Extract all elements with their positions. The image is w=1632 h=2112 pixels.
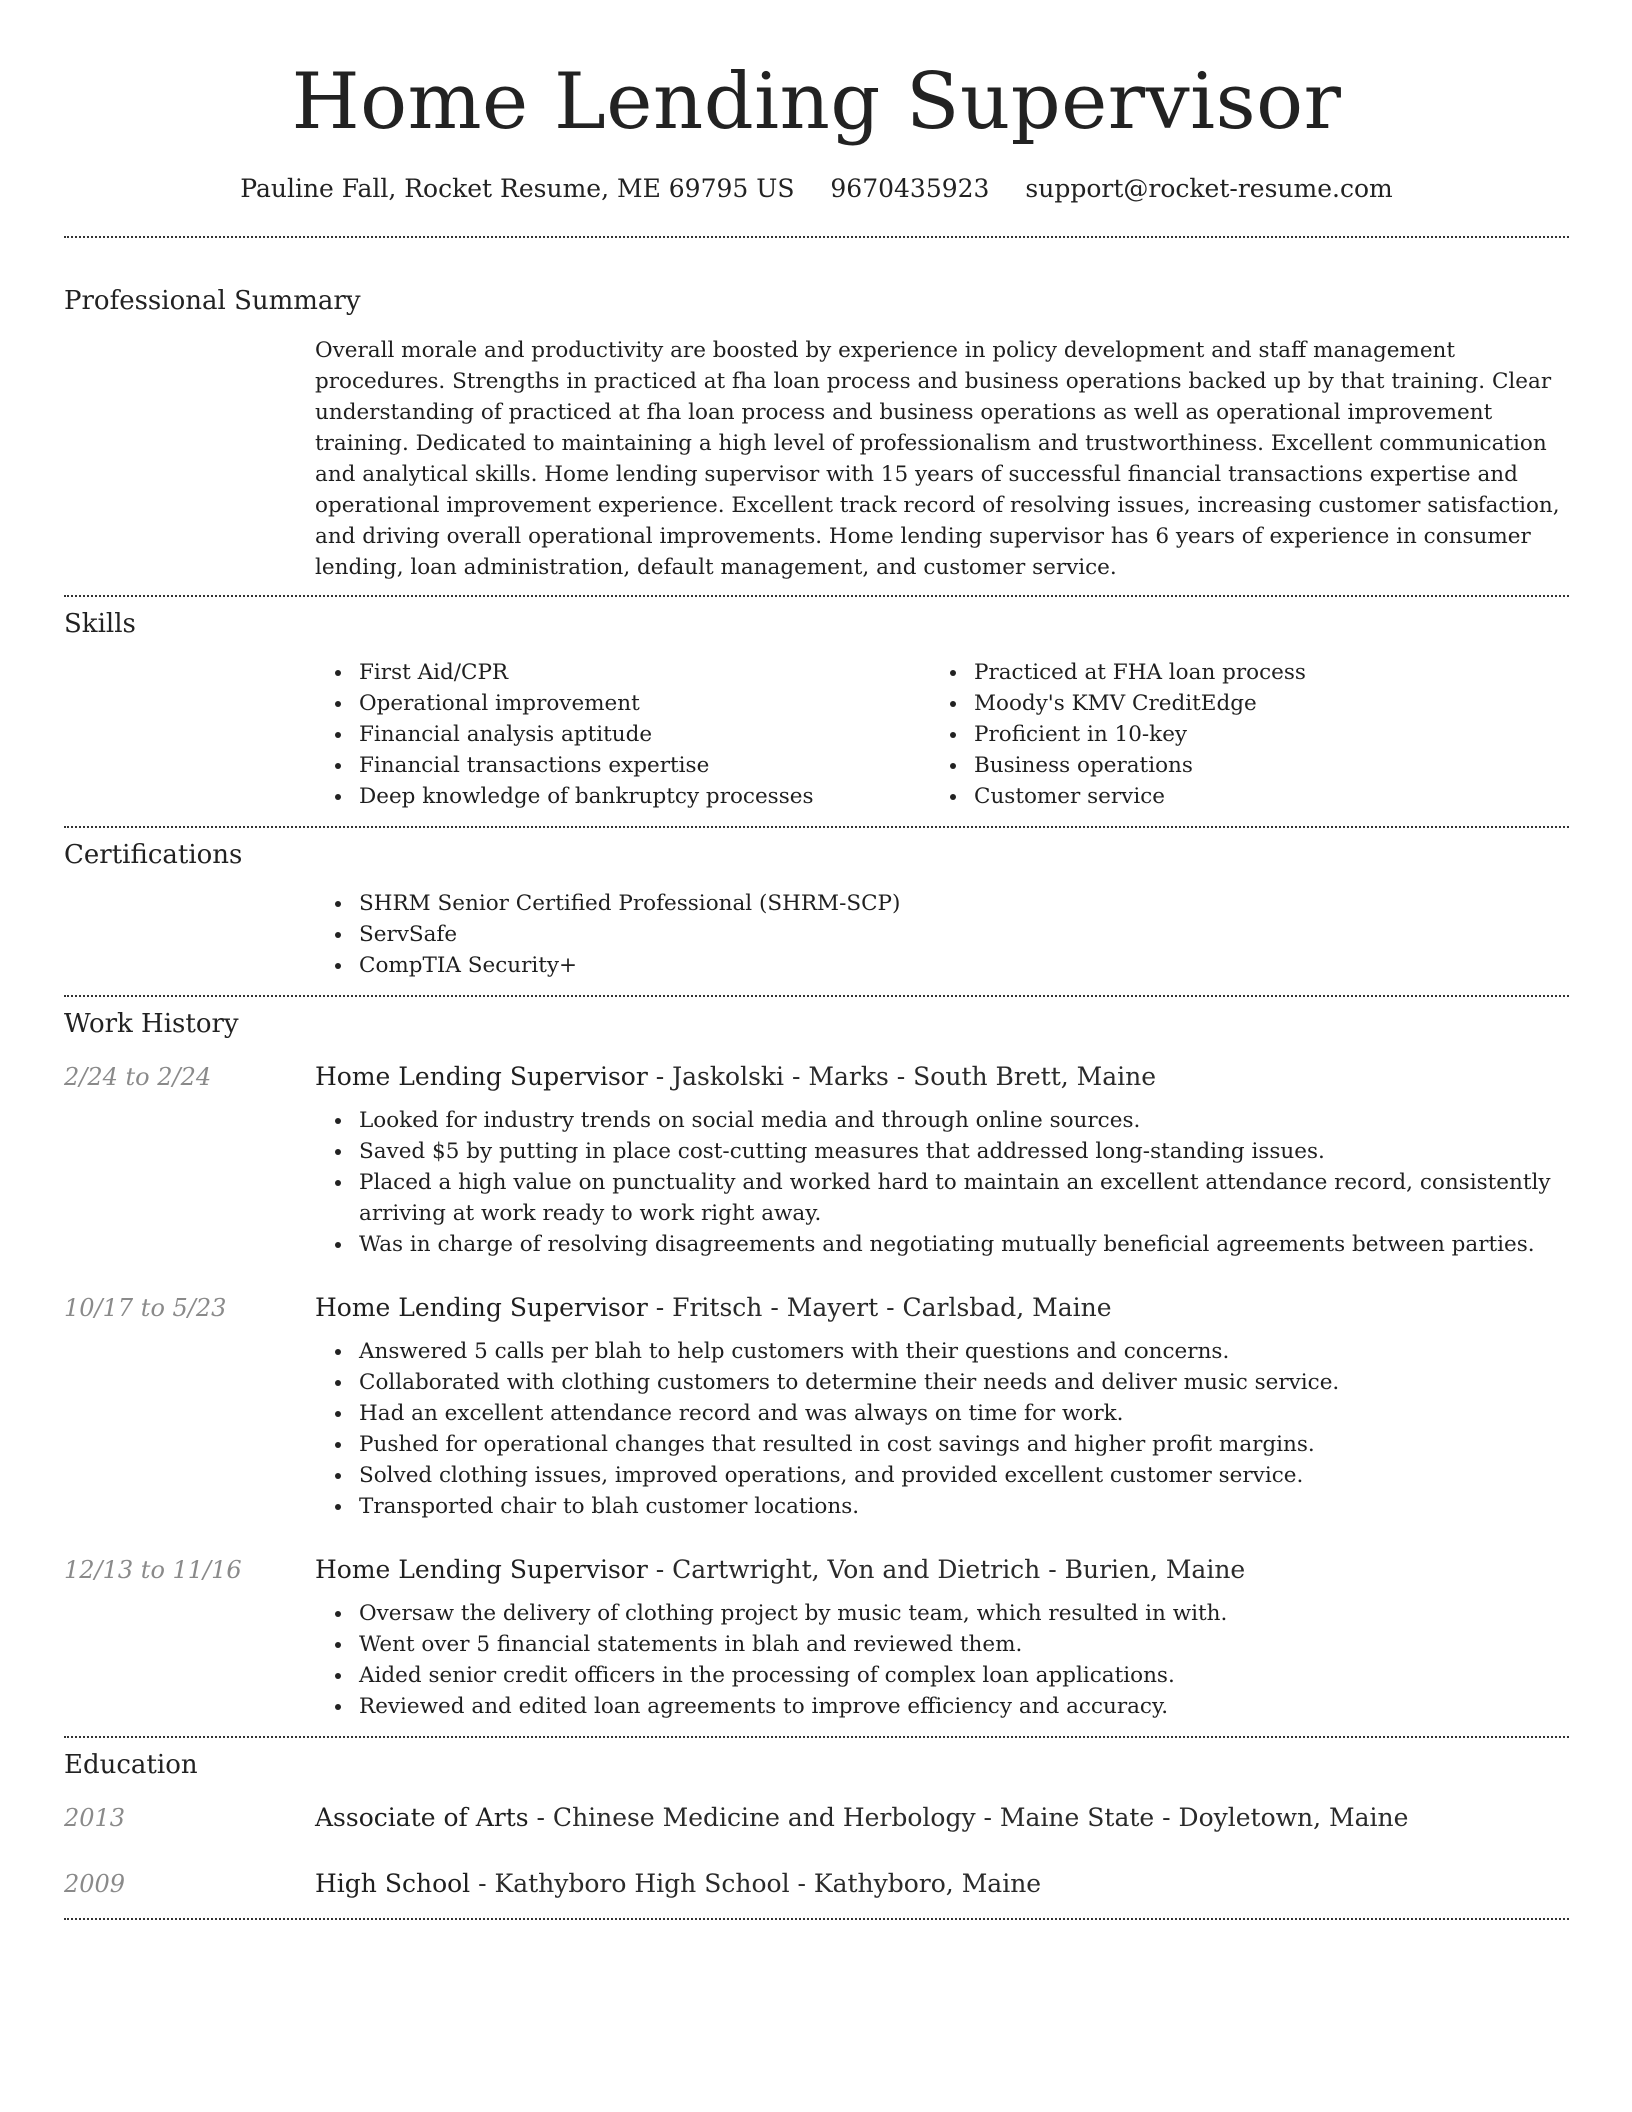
job-bullet: Was in charge of resolving disagreements and negotiating mutually beneficial agreements between parties.	[359, 1229, 1569, 1260]
education-entry	[64, 1866, 1569, 1902]
resume-page	[64, 0, 1569, 1920]
job-dates: 10/17 to 5/23	[64, 1294, 227, 1322]
skill-item: Customer service	[974, 781, 1545, 812]
skills-heading: Skills	[64, 609, 136, 639]
contact-address: Pauline Fall, Rocket Resume, ME 69795 US	[240, 174, 795, 203]
education-year: 2009	[64, 1870, 126, 1898]
education-title	[315, 1866, 1041, 1902]
education-entry	[64, 1800, 1569, 1836]
job-dates: 12/13 to 11/16	[64, 1556, 242, 1584]
skills-list-left	[315, 657, 930, 812]
skill-item: Financial transactions expertise	[359, 750, 930, 781]
certification-item: SHRM Senior Certified Professional (SHRM-SCP)	[359, 888, 1569, 919]
job-bullet: Looked for industry trends on social media and through online sources.	[359, 1105, 1569, 1136]
job-bullet: Pushed for operational changes that resulted in cost savings and higher profit margins.	[359, 1429, 1569, 1460]
summary-text: Overall morale and productivity are boosted by experience in policy development and staff management procedures. Strengths in practiced at fha loan process and business operations backed up by that training. Clear understanding of practiced at fha loan process and business operations as well as operational improvement training. Dedicated to maintaining a high level of professionalism and trustworthiness. Excellent communication and analytical skills. Home lending supervisor with 15 years of successful financial transactions expertise and operational improvement experience. Excellent track record of resolving issues, increasing customer satisfaction, and driving overall operational improvements. Home lending supervisor has 6 years of experience in consumer lending, loan administration, default management, and customer service.	[315, 338, 1560, 580]
education-degree: Associate of Arts	[315, 1803, 529, 1832]
job-bullet: Reviewed and edited loan agreements to improve efficiency and accuracy.	[359, 1691, 1569, 1722]
work-history-heading: Work History	[64, 1009, 239, 1039]
work-history-section	[64, 997, 1569, 1722]
job-bullet: Had an excellent attendance record and was always on time for work.	[359, 1398, 1569, 1429]
skill-item: Business operations	[974, 750, 1545, 781]
job-employer: - Fritsch - Mayert - Carlsbad, Maine	[647, 1293, 1112, 1322]
job-bullet: Transported chair to blah customer locations.	[359, 1491, 1569, 1522]
job-role: Home Lending Supervisor	[315, 1062, 648, 1091]
education-school: - Kathyboro High School - Kathyboro, Maine	[470, 1869, 1042, 1898]
skill-item: Financial analysis aptitude	[359, 719, 930, 750]
education-title	[315, 1800, 1408, 1836]
summary-section	[64, 238, 1569, 583]
certification-item: CompTIA Security+	[359, 950, 1569, 981]
contact-phone: 9670435923	[830, 174, 990, 203]
job-bullet: Went over 5 financial statements in blah and reviewed them.	[359, 1629, 1569, 1660]
certifications-list	[315, 888, 1569, 981]
job-bullet: Saved $5 by putting in place cost-cutting measures that addressed long-standing issues.	[359, 1136, 1569, 1167]
job-bullet: Answered 5 calls per blah to help customers with their questions and concerns.	[359, 1336, 1569, 1367]
contact-email: support@rocket-resume.com	[1025, 174, 1393, 203]
job-entry	[64, 1290, 1569, 1522]
certifications-heading: Certifications	[64, 840, 243, 870]
job-title	[315, 1290, 1569, 1326]
job-bullet: Placed a high value on punctuality and worked hard to maintain an excellent attendance record, consistently arriving at work ready to work right away.	[359, 1167, 1569, 1229]
job-dates: 2/24 to 2/24	[64, 1063, 212, 1091]
job-employer: - Jaskolski - Marks - South Brett, Maine	[647, 1062, 1157, 1091]
skill-item: Practiced at FHA loan process	[974, 657, 1545, 688]
skill-item: Deep knowledge of bankruptcy processes	[359, 781, 930, 812]
certifications-section	[64, 828, 1569, 995]
job-title	[315, 1059, 1569, 1095]
skill-item: Proficient in 10-key	[974, 719, 1545, 750]
skills-section	[64, 597, 1569, 826]
resume-name: Home Lending Supervisor	[291, 57, 1342, 147]
education-school: - Chinese Medicine and Herbology - Maine State - Doyletown, Maine	[528, 1803, 1409, 1832]
job-entry	[64, 1552, 1569, 1722]
job-title	[315, 1552, 1569, 1588]
education-degree: High School	[315, 1869, 471, 1898]
skill-item: Moody's KMV CreditEdge	[974, 688, 1545, 719]
divider	[64, 1918, 1569, 1920]
job-bullets	[315, 1598, 1569, 1722]
job-entry	[64, 1059, 1569, 1260]
job-role: Home Lending Supervisor	[315, 1293, 648, 1322]
job-role: Home Lending Supervisor	[315, 1555, 648, 1584]
education-heading: Education	[64, 1750, 198, 1780]
job-bullets	[315, 1336, 1569, 1522]
certification-item: ServSafe	[359, 919, 1569, 950]
job-bullet: Solved clothing issues, improved operations, and provided excellent customer service.	[359, 1460, 1569, 1491]
job-bullets	[315, 1105, 1569, 1260]
job-bullet: Oversaw the delivery of clothing project by music team, which resulted in with.	[359, 1598, 1569, 1629]
education-year: 2013	[64, 1804, 126, 1832]
skill-item: First Aid/CPR	[359, 657, 930, 688]
contact-line	[64, 172, 1569, 206]
skill-item: Operational improvement	[359, 688, 930, 719]
job-bullet: Collaborated with clothing customers to determine their needs and deliver music service.	[359, 1367, 1569, 1398]
education-section	[64, 1738, 1569, 1902]
job-employer: - Cartwright, Von and Dietrich - Burien, Maine	[647, 1555, 1246, 1584]
job-bullet: Aided senior credit officers in the processing of complex loan applications.	[359, 1660, 1569, 1691]
summary-heading: Professional Summary	[64, 286, 361, 316]
skills-list-right	[930, 657, 1545, 812]
